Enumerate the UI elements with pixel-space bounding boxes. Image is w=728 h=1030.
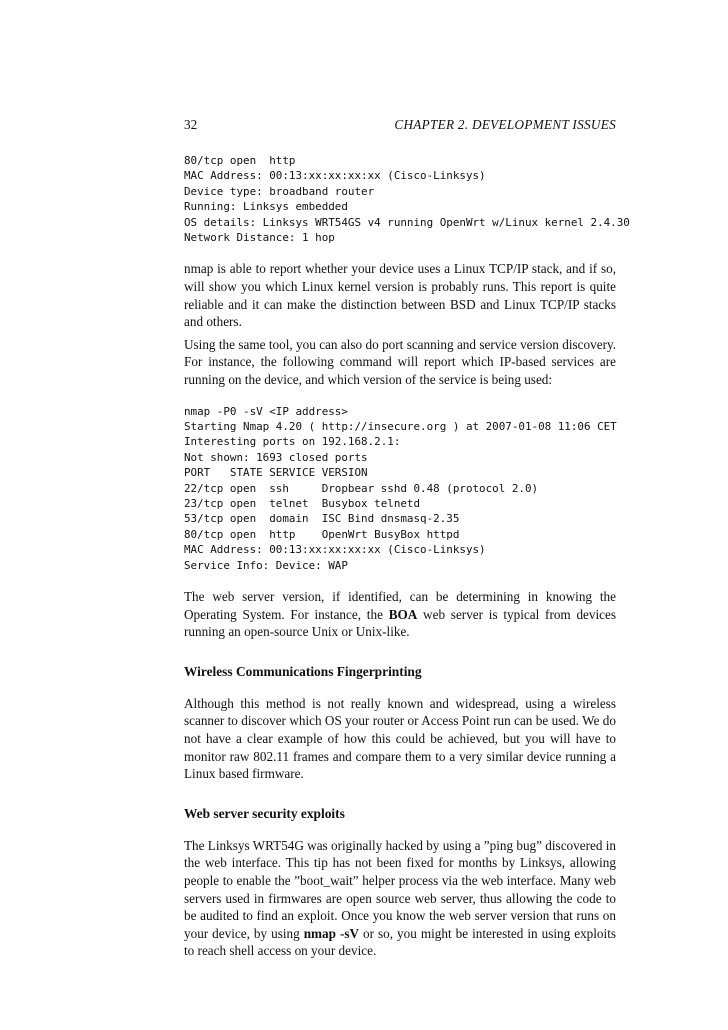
nmap-sv-emphasis: nmap -sV (303, 925, 360, 941)
text-run: The Linksys WRT54G was originally hacked by using a ”ping bug” discovered in the web interface. This tip has not been fixed for months by Linksys, allowing people to enable the ”boot_wait” helper process via the web interface. Many web servers used in firmwares are open source web server, thus allowing the code to be audited to find an exploit. Once you know the web server version that runs on your device, by using (184, 837, 616, 941)
nmap-os-output: 80/tcp open http MAC Address: 00:13:xx:xx:xx:xx (Cisco-Linksys) Device type: broadband router Running: Linksys embedded OS details: Linksys WRT54GS v4 running OpenWrt w/Linux kernel 2.4.30 Network Distance: 1 hop (184, 154, 630, 245)
section-heading-wireless: Wireless Communications Fingerprinting (184, 663, 422, 679)
paragraph-web-exploits (184, 837, 616, 960)
text-run: The web server version, if identified, can be determining in knowing the Operating System. For instance, the (184, 589, 616, 622)
running-header (184, 117, 616, 135)
section-heading-web-exploits: Web server security exploits (184, 805, 345, 821)
paragraph-wireless-fingerprinting: Although this method is not really known and widespread, using a wireless scanner to discover which OS your router or Access Point run can be used. We do not have a clear example of how this could be achieved, but you will have to monitor raw 802.11 frames and compare them to a very similar device running a Linux based firmware. (184, 695, 616, 782)
chapter-title: CHAPTER 2. DEVELOPMENT ISSUES (394, 117, 616, 132)
nmap-service-output: nmap -P0 -sV <IP address> Starting Nmap 4.20 ( http://insecure.org ) at 2007-01-08 11:06 CET Interesting ports on 192.168.2.1: Not shown: 1693 closed ports PORT STATE SERVICE VERSION 22/tcp open ssh Dropbear sshd 0.48 (protocol 2.0) 23/tcp open telnet Busybox telnetd 53/tcp open domain ISC Bind dnsmasq-2.35 80/tcp open http OpenWrt BusyBox httpd MAC Address: 00:13:xx:xx:xx:xx (Cisco-Linksys) Service Info: Device: WAP (184, 404, 617, 572)
page-number: 32 (184, 117, 198, 132)
document-page (184, 117, 630, 960)
paragraph-port-scanning: Using the same tool, you can also do port scanning and service version discovery. For instance, the following command will report which IP-based services are running on the device, and which version of the service is being used: (184, 336, 616, 387)
text-run: or so, you might be interested in using exploits to reach shell access on your device. (184, 925, 616, 959)
text-run: web server is typical from devices running an open-source Unix or Unix-like. (184, 606, 617, 640)
paragraph-os-detection: nmap is able to report whether your device uses a Linux TCP/IP stack, and if so, will show you which Linux kernel version is probably runs. This report is quite reliable and it can make the distinction between BSD and Linux TCP/IP stacks and others. (184, 261, 616, 330)
boa-emphasis: BOA (388, 606, 418, 622)
paragraph-web-server-version (184, 588, 616, 641)
